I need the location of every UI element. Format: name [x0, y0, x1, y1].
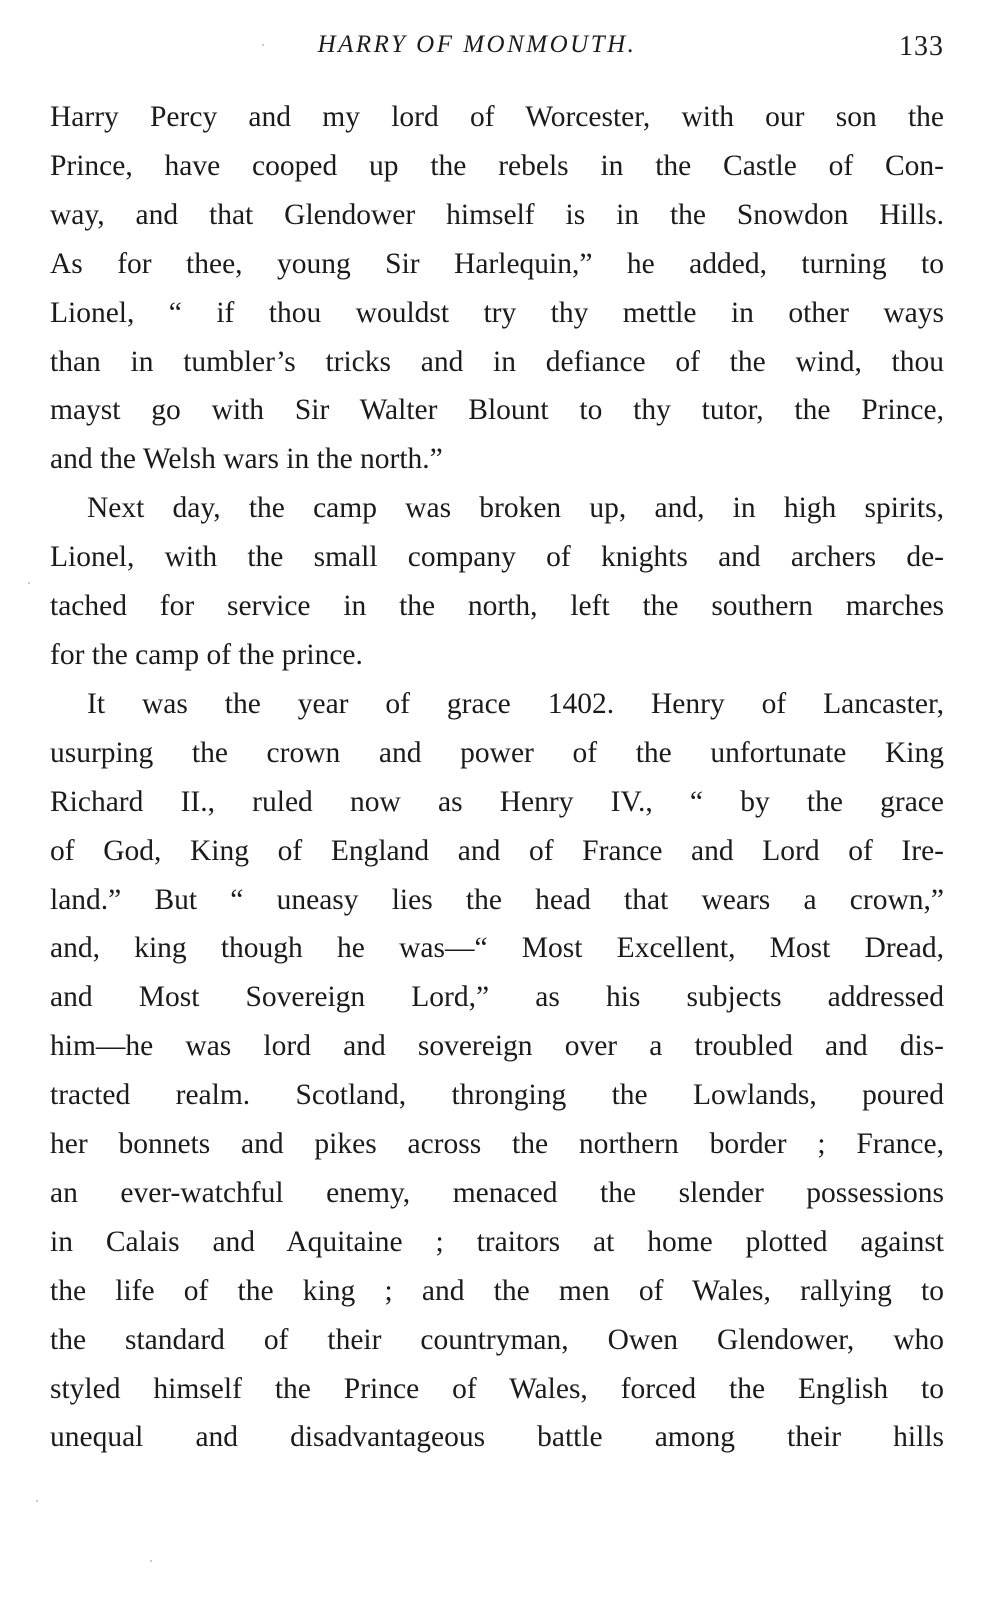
body-text	[50, 93, 944, 1462]
text-line: him—he was lord and sovereign over a troubled and dis-	[50, 1030, 944, 1063]
text-line: mayst go with Sir Walter Blount to thy tutor, the Prince,	[50, 394, 944, 427]
text-line: of God, King of England and of France and Lord of Ire-	[50, 834, 944, 867]
paper-speck	[36, 1500, 38, 1502]
paper-speck	[262, 44, 264, 46]
text-line: Lionel, “ if thou wouldst try thy mettle in other ways	[50, 296, 944, 329]
paragraph-1	[50, 93, 944, 484]
running-head	[50, 30, 944, 70]
text-line: land.” But “ uneasy lies the head that wears a crown,”	[50, 883, 944, 916]
text-line: an ever-watchful enemy, menaced the slender possessions	[50, 1176, 944, 1209]
page-number: 133	[899, 31, 944, 62]
text-line: Harry Percy and my lord of Worcester, with our son the	[50, 101, 944, 133]
text-line: and the Welsh wars in the north.”	[50, 443, 443, 476]
text-line: and, king though he was—“ Most Excellent, Most Dread,	[50, 932, 944, 965]
text-line: the life of the king ; and the men of Wales, rallying to	[50, 1274, 944, 1307]
running-title: HARRY OF MONMOUTH.	[317, 31, 637, 58]
text-line: usurping the crown and power of the unfortunate King	[50, 736, 944, 769]
text-line: and Most Sovereign Lord,” as his subjects addressed	[50, 981, 944, 1014]
text-line: As for thee, young Sir Harlequin,” he added, turning to	[50, 247, 944, 280]
text-line: in Calais and Aquitaine ; traitors at home plotted against	[50, 1225, 944, 1258]
text-line: styled himself the Prince of Wales, forced the English to	[50, 1372, 944, 1405]
text-line: Richard II., ruled now as Henry IV., “ by the grace	[50, 785, 944, 818]
text-line: Prince, have cooped up the rebels in the Castle of Con-	[50, 149, 944, 182]
text-line: than in tumbler’s tricks and in defiance of the wind, thou	[50, 345, 944, 378]
text-line: It was the year of grace 1402. Henry of Lancaster,	[87, 687, 944, 720]
text-line: Next day, the camp was broken up, and, in high spirits,	[87, 492, 944, 525]
paper-speck	[150, 1560, 152, 1562]
text-line: way, and that Glendower himself is in the Snowdon Hills.	[50, 198, 944, 231]
paragraph-2	[50, 484, 944, 680]
text-line: her bonnets and pikes across the northern border ; France,	[50, 1128, 944, 1161]
text-line: tracted realm. Scotland, thronging the Lowlands, poured	[50, 1079, 944, 1112]
text-line: unequal and disadvantageous battle among their hills	[50, 1421, 944, 1454]
text-line: for the camp of the prince.	[50, 638, 363, 671]
text-line: Lionel, with the small company of knights and archers de-	[50, 541, 944, 574]
text-line: tached for service in the north, left the southern marches	[50, 590, 944, 623]
paragraph-3	[50, 680, 944, 1463]
paper-speck	[28, 582, 30, 584]
text-line: the standard of their countryman, Owen Glendower, who	[50, 1323, 944, 1356]
